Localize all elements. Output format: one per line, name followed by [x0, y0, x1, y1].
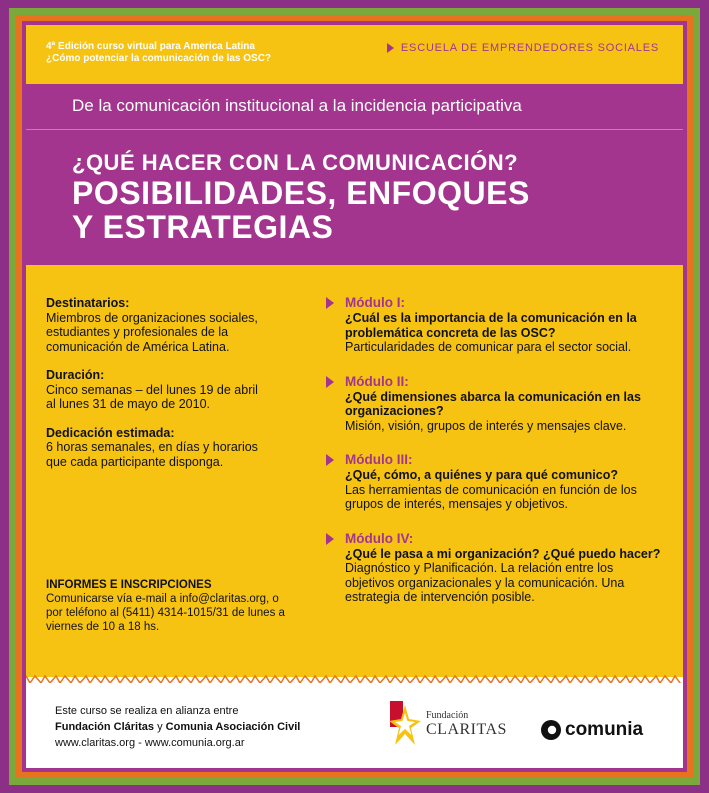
- audience-text: estudiantes y profesionales de la: [46, 325, 229, 339]
- course-info: [46, 296, 304, 483]
- contact-text: viernes de 10 a 18 hs.: [46, 621, 160, 633]
- module-description: estrategia de intervención posible.: [345, 590, 535, 604]
- contact-block: [46, 578, 316, 634]
- modules-list: [326, 295, 671, 624]
- divider: [26, 129, 683, 130]
- arrow-right-icon: [387, 43, 394, 53]
- title-band: [26, 84, 683, 265]
- audience-label: Destinatarios:: [46, 296, 130, 310]
- course-question-line: ¿Cómo potenciar la comunicación de las OSC?: [46, 53, 272, 64]
- claritas-logo: [388, 699, 507, 749]
- comunia-logo: [540, 719, 643, 741]
- module-title: [326, 295, 671, 311]
- main-title-line: Y ESTRATEGIAS: [72, 209, 334, 245]
- module-question: ¿Cuál es la importancia de la comunicación en la: [345, 311, 637, 325]
- arrow-right-icon: [326, 297, 334, 309]
- audience-block: [46, 296, 304, 354]
- claritas-wordmark: [426, 710, 507, 738]
- module-question: problemática concreta de las OSC?: [345, 325, 556, 340]
- comunia-wordmark: comunia: [565, 719, 644, 740]
- module-description: Particularidades de comunicar para el sector social.: [345, 340, 632, 354]
- module-item: [326, 531, 671, 605]
- module-question: ¿Qué dimensiones abarca la comunicación en las: [345, 389, 641, 404]
- dedication-label: Dedicación estimada:: [46, 425, 175, 440]
- arrow-right-icon: [326, 454, 334, 466]
- module-question: organizaciones?: [345, 404, 444, 418]
- duration-block: [46, 368, 304, 412]
- main-title-line: POSIBILIDADES, ENFOQUES: [72, 175, 530, 211]
- module-description: Las herramientas de comunicación en función de los: [345, 482, 637, 497]
- module-title: [326, 374, 671, 390]
- partner-links: [55, 735, 300, 751]
- module-title-text: Módulo III:: [345, 452, 413, 467]
- module-item: [326, 295, 671, 355]
- star-icon: [388, 699, 422, 749]
- module-description: grupos de interés, mensajes y objetivos.: [345, 497, 569, 511]
- audience-text: comunicación de América Latina.: [46, 339, 230, 354]
- contact-text: Comunicarse vía e-mail a info@claritas.org, o: [46, 593, 279, 605]
- module-title-text: Módulo IV:: [345, 530, 414, 546]
- claritas-link[interactable]: www.claritas.org: [55, 737, 136, 749]
- arrow-right-icon: [326, 376, 334, 388]
- school-tag: [387, 42, 659, 54]
- duration-text: al lunes 31 de mayo de 2010.: [46, 397, 211, 411]
- module-item: [326, 374, 671, 434]
- comunia-link[interactable]: www.comunia.org.ar: [144, 737, 245, 749]
- link-separator: -: [135, 737, 145, 749]
- partner-and: y: [154, 721, 166, 733]
- dedication-block: [46, 426, 304, 470]
- partnership-intro: Este curso se realiza en alianza entre: [55, 705, 239, 717]
- module-description: objetivos organizacionales y la comunicación. Una: [345, 575, 625, 590]
- duration-text: Cinco semanas – del lunes 19 de abril: [46, 382, 258, 397]
- comunia-icon: [540, 719, 562, 741]
- claritas-big-text: CLARITAS: [426, 721, 507, 738]
- contact-label: INFORMES E INSCRIPCIONES: [46, 579, 212, 591]
- module-title: [326, 452, 671, 468]
- contact-text: por teléfono al (5411) 4314-1015/31 de lunes a: [46, 607, 285, 619]
- footer: [26, 683, 683, 768]
- flyer: [26, 25, 683, 768]
- school-name: ESCUELA DE EMPRENDEDORES SOCIALES: [400, 42, 659, 54]
- module-question: ¿Qué, cómo, a quiénes y para qué comunico?: [345, 468, 618, 482]
- dedication-text: 6 horas semanales, en días y horarios: [46, 440, 258, 454]
- module-title-text: Módulo I:: [345, 295, 405, 310]
- subtitle: De la comunicación institucional a la incidencia participativa: [72, 96, 522, 115]
- question-title: ¿QUÉ HACER CON LA COMUNICACIÓN?: [72, 150, 519, 175]
- module-title: [326, 531, 671, 547]
- module-description: Misión, visión, grupos de interés y mensajes clave.: [345, 418, 627, 433]
- module-title-text: Módulo II:: [345, 373, 409, 389]
- module-description: Diagnóstico y Planificación. La relación entre los: [345, 561, 614, 575]
- arrow-right-icon: [326, 533, 334, 545]
- main-title: [72, 176, 530, 244]
- edition-line: 4ª Edición curso virtual para America Latina: [46, 41, 255, 52]
- dedication-text: que cada participante disponga.: [46, 454, 224, 469]
- module-item: [326, 452, 671, 512]
- partner-comunia: Comunia Asociación Civil: [165, 721, 301, 733]
- partnership-text: [55, 703, 300, 751]
- partner-names: [55, 719, 300, 735]
- duration-label: Duración:: [46, 368, 105, 382]
- edition-info: [46, 41, 271, 65]
- module-question: ¿Qué le pasa a mi organización? ¿Qué puedo hacer?: [345, 546, 661, 561]
- partner-claritas: Fundación Cláritas: [55, 721, 155, 733]
- claritas-small-text: Fundación: [426, 710, 469, 721]
- audience-text: Miembros de organizaciones sociales,: [46, 310, 258, 325]
